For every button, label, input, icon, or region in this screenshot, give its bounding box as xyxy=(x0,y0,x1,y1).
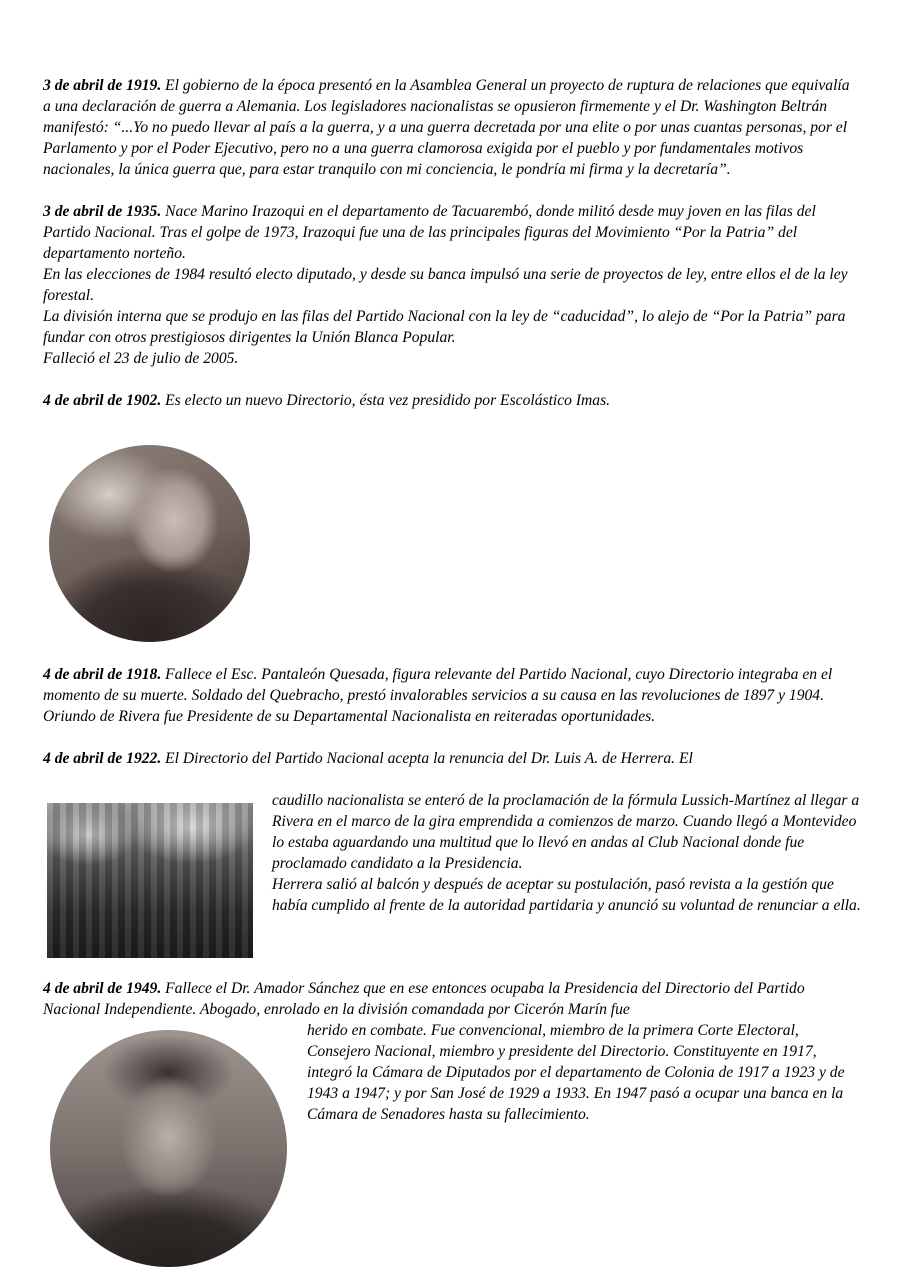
portrait-photo-sanchez xyxy=(50,1030,287,1267)
entry-text: El gobierno de la época presentó en la Asamblea General un proyecto de ruptura de relaciones que equivalía a una declaración de guerra a Alemania. Los legisladores nacionalistas se opusieron firmemente y el Dr. Washington Beltrán manifestó: “...Yo no puedo llevar al país a la guerra, y a una guerra decretada por una elite o por unas cuantas personas, por el Parlamento y por el Poder Ejecutivo, pero no a una guerra clamorosa exigida por el pueblo y por fundamentales motivos nacionales, la única guerra que, para estar tranquilo con mi conciencia, le pondría mi firma y la decretaría”. xyxy=(43,77,850,178)
entry-text: El Directorio del Partido Nacional acepta la renuncia del Dr. Luis A. de Herrera. El xyxy=(161,750,693,767)
entry-1918 xyxy=(43,664,858,727)
entry-1919 xyxy=(43,75,858,180)
entry-date: 4 de abril de 1949. xyxy=(43,980,162,997)
document-body-3 xyxy=(43,978,863,1020)
entry-1949-wrap-1: herido en combate. Fue convencional, miembro de la primera Corte Electoral, Consejero Nacional, miembro y presidente del Directorio. Constituyente en 1917, integró la Cámara de Diputados por el departamento de Colonia de 1917 a 1923 y de 1943 a 1947; y por San José de 1929 a 1933. En 1947 pasó a ocupar una banca en la Cámara de Senadores hasta su fallecimiento. xyxy=(307,1022,845,1123)
entry-text: Fallece el Esc. Pantaleón Quesada, figura relevante del Partido Nacional, cuyo Directorio integraba en el momento de su muerte. Soldado del Quebracho, prestó invalorables servicios a su causa en las revoluciones de 1897 y 1904. Oriundo de Rivera fue Presidente de su Departamental Nacionalista en reiteradas oportunidades. xyxy=(43,666,833,725)
crowd-photo-herrera xyxy=(47,803,253,958)
entry-1902 xyxy=(43,390,858,411)
entry-text: Es electo un nuevo Directorio, ésta vez presidido por Escolástico Imas. xyxy=(161,392,611,409)
document-body xyxy=(43,75,858,411)
entry-1922-wrap-2: Herrera salió al balcón y después de aceptar su postulación, pasó revista a la gestión que había cumplido al frente de la autoridad partidaria y anunció su voluntad de renunciar a ella. xyxy=(272,876,861,914)
entry-date: 4 de abril de 1918. xyxy=(43,666,162,683)
entry-1922-wrap xyxy=(272,790,862,916)
portrait-photo-imas xyxy=(49,445,250,642)
entry-date: 3 de abril de 1935. xyxy=(43,203,162,220)
entry-text: Fallece el Dr. Amador Sánchez que en ese entonces ocupaba la Presidencia del Directorio del Partido Nacional Independiente. Abogado, enrolado en la división comandada por Cicerón Marín fue xyxy=(43,980,805,1018)
entry-1949-wrap xyxy=(307,1020,857,1125)
entry-text: Nace Marino Irazoqui en el departamento de Tacuarembó, donde militó desde muy joven en las filas del Partido Nacional. Tras el golpe de 1973, Irazoqui fue una de las principales figuras del Movimiento “Por la Patria” del departamento norteño. xyxy=(43,203,816,262)
entry-1922-wrap-1: caudillo nacionalista se enteró de la proclamación de la fórmula Lussich-Martínez al llegar a Rivera en el marco de la gira emprendida a comienzos de marzo. Cuando llegó a Montevideo lo estaba aguardando una multitud que lo llevó en andas al Club Nacional donde fue proclamado candidato a la Presidencia. xyxy=(272,792,860,872)
entry-date: 4 de abril de 1902. xyxy=(43,392,162,409)
entry-1935-paragraph-4: Falleció el 23 de julio de 2005. xyxy=(43,350,239,367)
entry-1922 xyxy=(43,748,858,769)
entry-1949 xyxy=(43,978,863,1020)
entry-1935 xyxy=(43,201,858,264)
document-body-2 xyxy=(43,664,858,769)
entry-date: 4 de abril de 1922. xyxy=(43,750,162,767)
entry-1935-paragraph-2: En las elecciones de 1984 resultó electo diputado, y desde su banca impulsó una serie de proyectos de ley, entre ellos el de la ley forestal. xyxy=(43,266,848,304)
entry-date: 3 de abril de 1919. xyxy=(43,77,162,94)
entry-1935-paragraph-3: La división interna que se produjo en las filas del Partido Nacional con la ley de “caducidad”, lo alejo de “Por la Patria” para fundar con otros prestigiosos dirigentes la Unión Blanca Popular. xyxy=(43,308,846,346)
